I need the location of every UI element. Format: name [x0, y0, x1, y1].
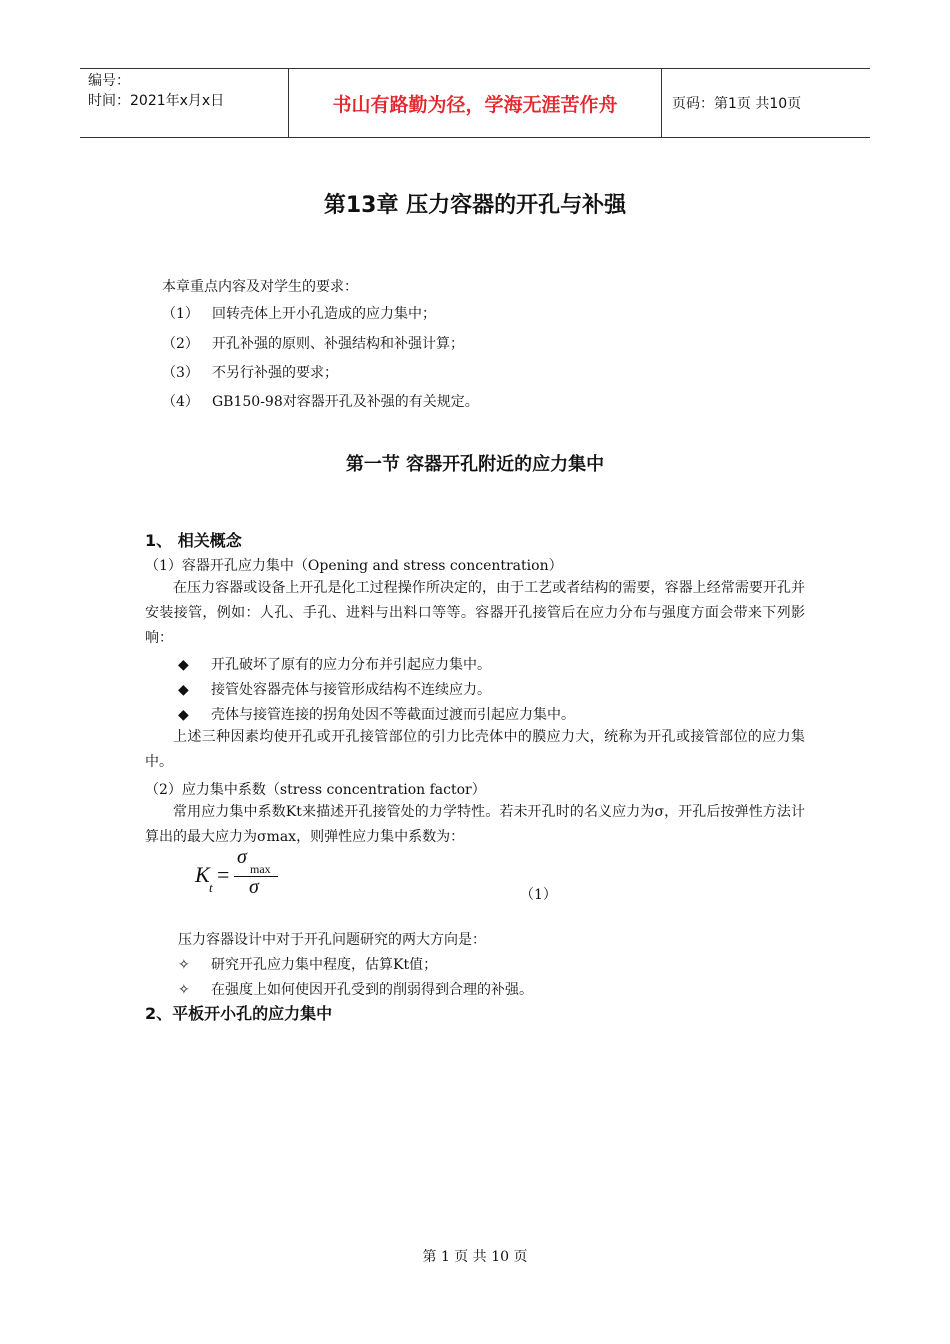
page-footer: 第 1 页 共 10 页 — [422, 1249, 528, 1265]
direction-item — [178, 954, 437, 974]
diamond-bullet-icon: ◆ — [178, 707, 189, 723]
bullet-item — [178, 654, 491, 674]
objective-text: 不另行补强的要求； — [212, 365, 338, 381]
paragraph-research-directions: 压力容器设计中对于开孔问题研究的两大方向是： — [178, 932, 486, 948]
bullet-text: 壳体与接管连接的拐角处因不等截面过渡而引起应力集中。 — [211, 707, 575, 723]
formula-equals: = — [217, 862, 230, 887]
diamond-bullet-icon: ◆ — [178, 657, 189, 673]
header-motto: 书山有路勤为径，学海无涯苦作舟 — [289, 69, 662, 137]
subheading-concentration-factor: （2）应力集中系数（stress concentration factor） — [145, 782, 486, 798]
formula-numerator: σ — [237, 846, 247, 868]
paragraph-stress-summary: 上述三种因素均使开孔或开孔接管部位的引力比壳体中的膜应力大，统称为开孔或接管部位的应力集中。 — [145, 729, 805, 770]
heading-related-concepts: 1、 相关概念 — [145, 531, 242, 550]
bullet-text: 接管处容器壳体与接管形成结构不连续应力。 — [211, 682, 491, 698]
page-header — [80, 68, 870, 138]
header-time: 时间：2021年x月x日 — [88, 93, 225, 109]
formula-sub-t: t — [209, 880, 213, 895]
chapter-title: 第13章 压力容器的开孔与补强 — [323, 193, 627, 218]
formula-denominator: σ — [249, 876, 259, 898]
header-meta — [80, 69, 289, 137]
objective-num: （3） — [162, 365, 199, 381]
direction-text: 研究开孔应力集中程度，估算Kt值； — [211, 957, 438, 973]
paragraph-kt-definition: 常用应力集中系数Kt来描述开孔接管处的力学特性。若未开孔时的名义应力为σ，开孔后按弹性方法计算出的最大应力为σmax，则弹性应力集中系数为： — [145, 804, 805, 845]
section-title: 第一节 容器开孔附近的应力集中 — [345, 454, 605, 475]
objective-item — [162, 362, 338, 382]
diamond-bullet-icon: ◆ — [178, 682, 189, 698]
objective-item — [162, 303, 436, 323]
objective-item — [162, 333, 464, 353]
objective-text: 回转壳体上开小孔造成的应力集中； — [212, 306, 436, 322]
subheading-opening-stress: （1）容器开孔应力集中（Opening and stress concentration） — [145, 558, 563, 574]
objective-text: GB150-98对容器开孔及补强的有关规定。 — [212, 394, 479, 410]
sparkle-bullet-icon: ✧ — [178, 957, 190, 973]
equation-number: （1） — [520, 887, 557, 903]
bullet-text: 开孔破坏了原有的应力分布并引起应力集中。 — [211, 657, 491, 673]
kt-formula — [193, 848, 293, 908]
objective-text: 开孔补强的原则、补强结构和补强计算； — [212, 336, 464, 352]
heading-flat-plate: 2、平板开小孔的应力集中 — [145, 1004, 333, 1023]
sparkle-bullet-icon: ✧ — [178, 982, 190, 998]
formula-k: K — [195, 862, 210, 887]
formula-numerator-sub: max — [250, 862, 271, 876]
objectives-intro: 本章重点内容及对学生的要求： — [162, 279, 358, 295]
objective-num: （4） — [162, 394, 199, 410]
objective-num: （1） — [162, 306, 199, 322]
header-id: 编号： — [88, 73, 130, 89]
bullet-item — [178, 704, 575, 724]
direction-item — [178, 979, 533, 999]
paragraph-opening-effects: 在压力容器或设备上开孔是化工过程操作所决定的，由于工艺或者结构的需要，容器上经常需要开孔并安装接管，例如：人孔、手孔、进料与出料口等等。容器开孔接管后在应力分布与强度方面会带来下列影响： — [145, 580, 805, 646]
objective-item — [162, 391, 479, 411]
header-page: 页码：第1页 共10页 — [672, 96, 802, 112]
objective-num: （2） — [162, 336, 199, 352]
bullet-item — [178, 679, 491, 699]
direction-text: 在强度上如何使因开孔受到的削弱得到合理的补强。 — [211, 982, 533, 998]
